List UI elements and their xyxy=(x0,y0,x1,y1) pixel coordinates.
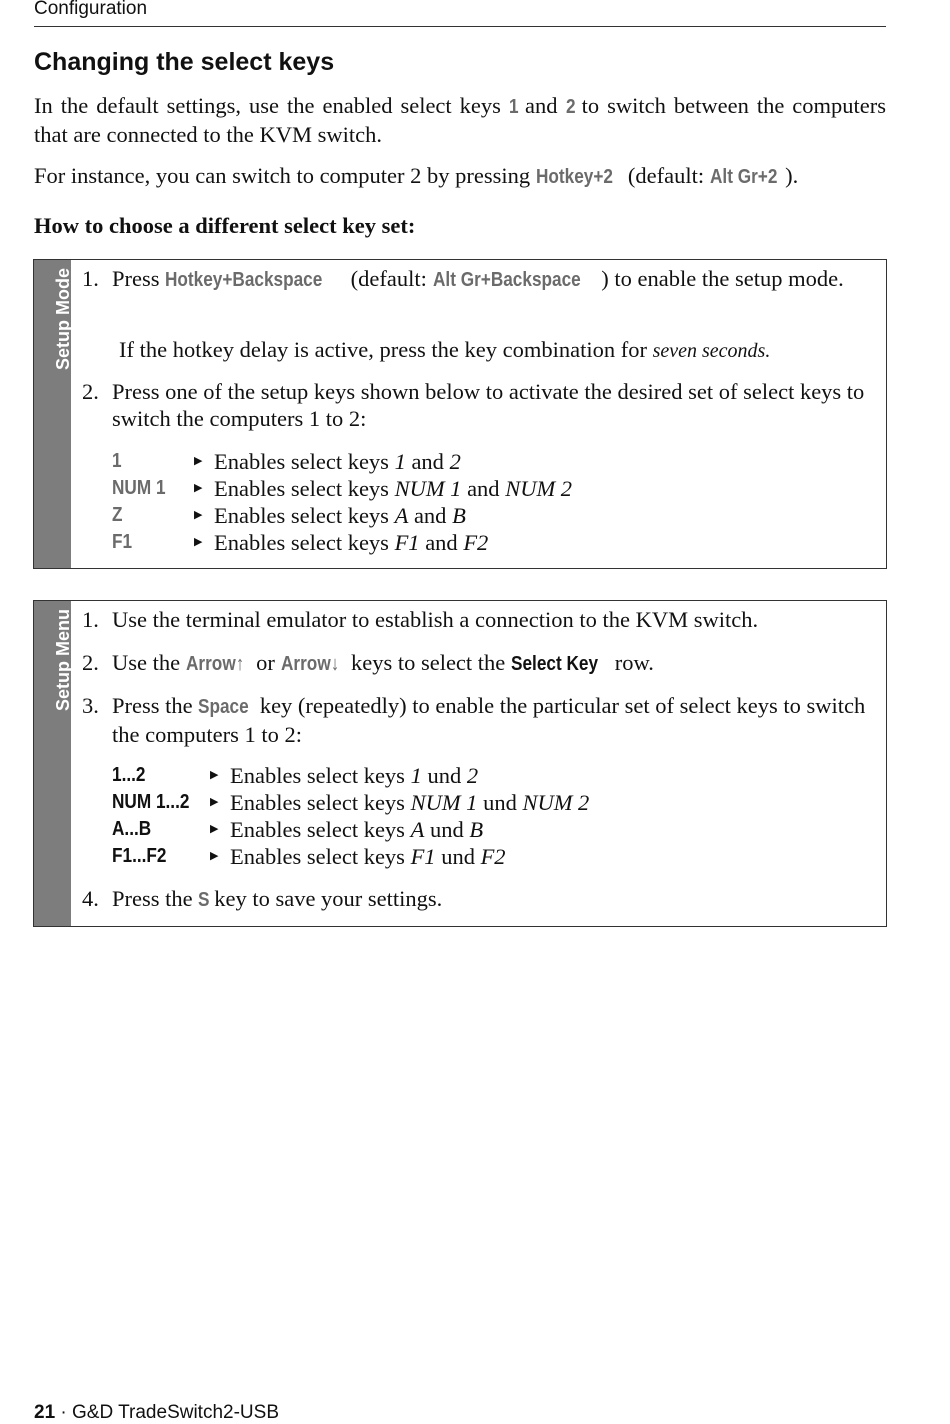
section-title: Changing the select keys xyxy=(34,48,335,76)
setup-mode-label: Setup Mode xyxy=(52,268,73,370)
page-footer: 21 · G&D TradeSwitch2-USB xyxy=(34,1402,279,1423)
running-header: Configuration xyxy=(34,0,148,19)
key-hotkey-2: Hotkey+2 xyxy=(535,166,613,188)
setup-menu-step-1: 1. Use the terminal emulator to establish a connection to the KVM switch. xyxy=(82,607,759,632)
key-s: S xyxy=(198,889,210,911)
setup-menu-step-2: 2. Use the Arrow↑ or Arrow↓ keys to select the Select Key row. xyxy=(82,649,872,679)
setup-mode-step-1: 1. Press Hotkey+Backspace (default: Alt Gr+Backspace ) to enable the setup mode. xyxy=(82,265,872,325)
setup-mode-box: Setup Mode 1. Press Hotkey+Backspace (default: Alt Gr+Backspace ) to enable the setup mode. If the hotkey delay is active, press the key combination for seven seconds. 2. Press one of the setup keys shown below to activate the desired set of select keys to switch the computers 1 to 2: 1 ▶ Enables select keys 1 and 2 NUM 1 ▶ Enables select keys NUM 1 and NUM 2 Z ▶ Enables select keys A and B F1 ▶ Enables select keys F1 and F2 xyxy=(33,259,887,569)
product-name: G&D TradeSwitch2-USB xyxy=(72,1402,279,1423)
setup-menu-step-4: 4. Press the S key to save your settings. xyxy=(82,885,872,915)
key-1: 1 xyxy=(508,96,519,118)
key-space: Space xyxy=(198,696,249,718)
bullet-arrow-icon: ▶ xyxy=(210,796,219,808)
intro-paragraph-2: For instance, you can switch to computer 2 by pressing Hotkey+2 (default: Alt Gr+2 ). xyxy=(34,162,886,191)
intro-paragraph-1: In the default settings, use the enabled select keys 1 and 2 to switch between the computers that are connected to the KVM switch. xyxy=(34,93,887,147)
setup-menu-label: Setup Menu xyxy=(52,609,73,711)
key-2: 2 xyxy=(565,96,576,118)
key-altgr-2: Alt Gr+2 xyxy=(709,166,778,188)
key-arrow-down: Arrow↓ xyxy=(280,653,339,675)
bullet-arrow-icon: ▶ xyxy=(210,823,219,835)
key-altgr-backspace: Alt Gr+Backspace xyxy=(432,269,581,291)
bullet-arrow-icon: ▶ xyxy=(210,769,219,781)
bullet-arrow-icon: ▶ xyxy=(210,850,219,862)
bullet-arrow-icon: ▶ xyxy=(194,536,203,548)
bullet-arrow-icon: ▶ xyxy=(194,509,203,521)
page-number: 21 xyxy=(34,1402,56,1423)
key-hotkey-backspace: Hotkey+Backspace xyxy=(165,269,323,291)
setup-menu-sidebar xyxy=(34,601,71,926)
subheading: How to choose a different select key set: xyxy=(34,213,416,238)
setup-mode-step-2: 2. Press one of the setup keys shown below to activate the desired set of select keys to switch the computers 1 to 2: xyxy=(82,379,865,431)
setup-menu-step-3: 3. Press the Space key (repeatedly) to enable the particular set of select keys to switch the computers 1 to 2: xyxy=(82,693,866,747)
hotkey-delay-note: If the hotkey delay is active, press the key combination for seven seconds. xyxy=(119,337,771,362)
key-arrow-up: Arrow↑ xyxy=(185,653,245,675)
menu-row-select-key: Select Key xyxy=(510,653,598,675)
bullet-arrow-icon: ▶ xyxy=(194,455,203,467)
setup-mode-sidebar xyxy=(34,260,71,568)
setup-menu-box: Setup Menu 1. Use the terminal emulator to establish a connection to the KVM switch. 2. Use the Arrow↑ or Arrow↓ keys to select the Select Key row. 3. Press the Space key (repeatedly) to enable the particular set of select keys to switch the computers 1 to 2: 1...2 ▶ Enables select keys 1 und 2 NUM 1...2 ▶ Enables select keys NUM 1 und NUM 2 A...B ▶ Enables select keys A und B F1...F2 ▶ Enables select keys F1 und F2 4. Press the S key to save your settings. xyxy=(33,600,887,927)
header-rule xyxy=(34,0,886,27)
bullet-arrow-icon: ▶ xyxy=(194,482,203,494)
